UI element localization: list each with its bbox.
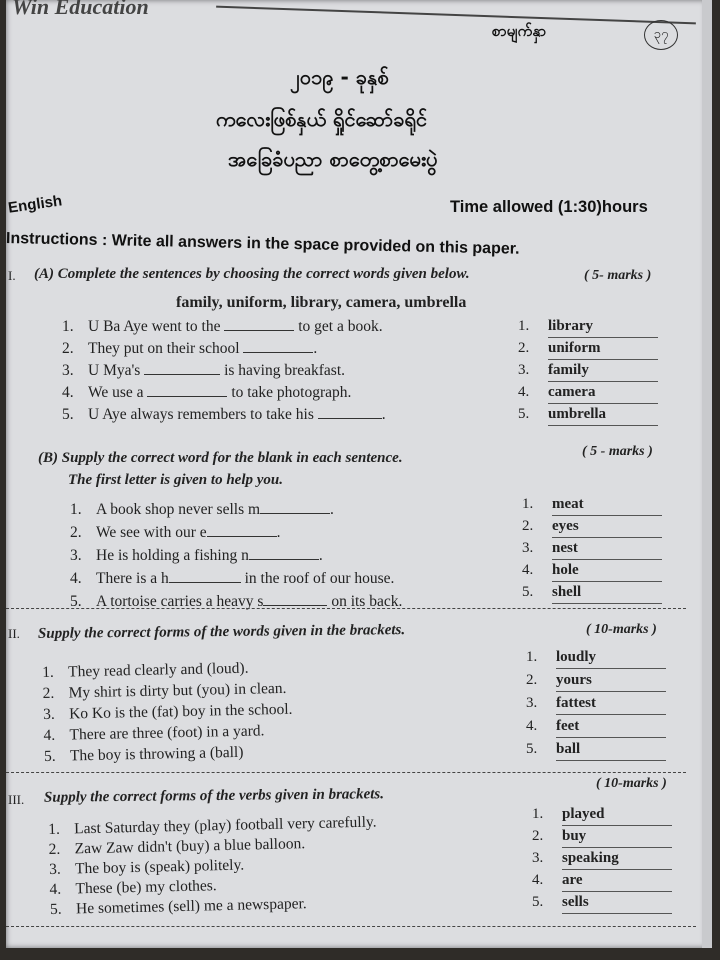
question-item: 3. Ko Ko is the (fat) boy in the school. (42, 700, 293, 723)
section-1b-marks: ( 5 - marks ) (582, 444, 653, 459)
answer-item: 4. camera (518, 382, 658, 404)
section-1-roman: I. (8, 268, 16, 283)
answer-item: 5. umbrella (518, 404, 658, 426)
question-item: 5. The boy is throwing a (ball) (43, 743, 244, 765)
section-1b-subtitle: The first letter is given to help you. (68, 472, 283, 488)
section-divider (6, 608, 686, 609)
section-1b-answers (522, 494, 662, 604)
section-1a-marks: ( 5- marks ) (584, 268, 652, 283)
section-1a-answers (518, 316, 658, 426)
question-item: 1. Last Saturday they (play) football very carefully. (48, 813, 377, 838)
question-item: 5. A tortoise carries a heavy s on its back. (70, 593, 403, 610)
section-3-roman: III. (8, 792, 25, 807)
section-2-title: Supply the correct forms of the words given in the brackets. (37, 622, 406, 642)
answer-item: 3. nest (522, 538, 662, 560)
page-label: စာမျက်နှာ (492, 22, 547, 40)
section-divider (6, 772, 686, 773)
question-item: 5. U Aye always remembers to take his . (62, 406, 386, 423)
answer-item: 3. fattest (526, 692, 666, 715)
answer-item: 1. library (518, 316, 658, 338)
answer-item: 5. sells (532, 892, 672, 914)
header-rule (216, 6, 696, 25)
subject-label: English (7, 192, 64, 217)
answer-item: 4. hole (522, 560, 662, 582)
question-item: 4. These (be) my clothes. (49, 877, 217, 898)
answer-item: 5. ball (526, 738, 666, 761)
question-item: 1. A book shop never sells m . (70, 501, 334, 518)
answer-item: 2. buy (532, 826, 672, 848)
answer-item: 1. meat (522, 494, 662, 516)
question-item: 1. U Ba Aye went to the to get a book. (62, 318, 383, 335)
section-1b-title: (B) Supply the correct word for the blank in each sentence. (38, 450, 403, 466)
answer-item: 4. feet (526, 715, 666, 738)
section-divider (6, 926, 696, 927)
section-2-marks: ( 10-marks ) (586, 622, 657, 637)
instructions: Instructions : Write all answers in the space provided on this paper. (5, 230, 520, 258)
question-item: 4. There are three (foot) in a yard. (43, 722, 265, 744)
question-item: 2. My shirt is dirty but (you) in clean. (42, 679, 287, 702)
question-item: 3. The boy is (speak) politely. (48, 856, 245, 878)
exam-region: ကလေးဖြစ်နှယ် ရှိုင်ဆော်ခရိုင် (216, 107, 428, 131)
section-2-answers (526, 646, 666, 761)
answer-item: 1. played (532, 804, 672, 826)
section-2-questions (42, 657, 294, 767)
answer-item: 2. eyes (522, 516, 662, 538)
word-list: family, uniform, library, camera, umbrella (176, 294, 467, 311)
question-item: 1. They read clearly and (loud). (42, 659, 249, 681)
question-item: 3. He is holding a fishing n . (70, 547, 323, 564)
page-number: ၃၇ (644, 20, 678, 50)
answer-item: 2. uniform (518, 338, 658, 360)
section-3-answers (532, 804, 672, 914)
exam-paper (6, 0, 706, 948)
question-item: 2. We see with our e . (70, 524, 281, 541)
question-item: 3. U Mya's is having breakfast. (62, 362, 346, 379)
answer-item: 4. are (532, 870, 672, 892)
time-allowed: Time allowed (1:30)hours (450, 198, 648, 216)
question-item: 2. They put on their school . (62, 340, 318, 357)
section-3-title: Supply the correct forms of the verbs given in brackets. (43, 786, 385, 806)
answer-item: 3. family (518, 360, 658, 382)
exam-name: အခြေခံပညာ စာတွေ့စာမေးပွဲ (228, 147, 438, 171)
exam-year: ၂၀၁၉ - ခုနှစ် (290, 65, 389, 89)
publisher-logo: Win Education (12, 0, 149, 19)
question-item: 4. We use a to take photograph. (62, 384, 352, 401)
question-item: 2. Zaw Zaw didn't (buy) a blue balloon. (48, 835, 306, 858)
section-1b-questions (70, 498, 402, 613)
question-item: 5. He sometimes (sell) me a newspaper. (49, 895, 307, 918)
answer-item: 1. loudly (526, 646, 666, 669)
question-item: 4. There is a h in the roof of our house. (70, 570, 395, 587)
section-1a-title: (A) Complete the sentences by choosing the correct words given below. (34, 266, 470, 282)
section-3-questions (48, 813, 379, 920)
answer-item: 5. shell (522, 582, 662, 604)
section-1a-questions (62, 316, 386, 426)
answer-item: 2. yours (526, 669, 666, 692)
section-3-marks: ( 10-marks ) (596, 776, 667, 791)
section-2-roman: II. (8, 626, 20, 641)
answer-item: 3. speaking (532, 848, 672, 870)
